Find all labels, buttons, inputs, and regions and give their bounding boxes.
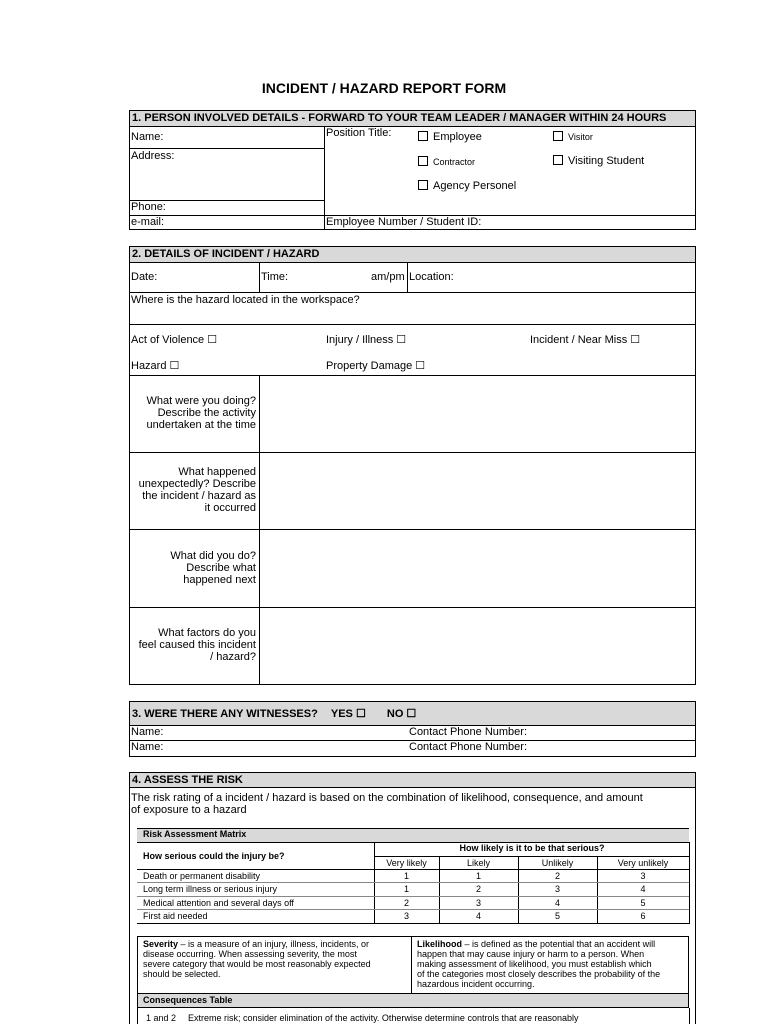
matrix-row-label: Death or permanent disability bbox=[143, 871, 261, 881]
severity-definition: Severity – is a measure of an injury, illness, incidents, or disease occurring. When assessing severity, the most severe category that would be most reasonably expected should be selected. bbox=[143, 939, 371, 979]
act-of-violence-checkbox[interactable]: Act of Violence ☐ bbox=[131, 334, 218, 346]
visitor-checkbox[interactable]: Visitor bbox=[553, 131, 593, 143]
matrix-cell: 5 bbox=[640, 898, 646, 908]
witness-name-2[interactable]: Name: bbox=[131, 741, 164, 753]
witness-contact-2[interactable]: Contact Phone Number: bbox=[409, 741, 528, 753]
email-field-label[interactable]: e-mail: bbox=[131, 216, 165, 228]
answer-what-doing[interactable] bbox=[260, 376, 695, 451]
section2-header: 2. DETAILS OF INCIDENT / HAZARD bbox=[129, 246, 696, 263]
section1-header: 1. PERSON INVOLVED DETAILS - FORWARD TO YOUR TEAM LEADER / MANAGER WITHIN 24 HOURS bbox=[129, 110, 696, 127]
section4-header: 4. ASSESS THE RISK bbox=[129, 772, 696, 788]
question-what-doing: What were you doing? Describe the activity undertaken at the time bbox=[146, 395, 256, 431]
risk-intro: The risk rating of a incident / hazard is based on the combination of likelihood, consequence, and amount of exposure to a hazard bbox=[131, 792, 643, 816]
consequences-title: Consequences Table bbox=[143, 995, 233, 1005]
witness-name-1[interactable]: Name: bbox=[131, 726, 164, 738]
incident-near-miss-checkbox[interactable]: Incident / Near Miss ☐ bbox=[530, 334, 641, 346]
form-title: INCIDENT / HAZARD REPORT FORM bbox=[261, 80, 507, 96]
injury-illness-checkbox[interactable]: Injury / Illness ☐ bbox=[326, 334, 407, 346]
hazard-location-label[interactable]: Where is the hazard located in the workspace? bbox=[131, 294, 360, 306]
name-field-label[interactable]: Name: bbox=[131, 131, 164, 143]
question-what-happened: What happened unexpectedly? Describe the incident / hazard as it occurred bbox=[138, 466, 256, 514]
section3-header: 3. WERE THERE ANY WITNESSES? YES ☐ NO ☐ bbox=[129, 701, 696, 726]
witness-no-checkbox[interactable]: NO ☐ bbox=[386, 708, 417, 720]
contractor-checkbox[interactable]: Contractor bbox=[418, 156, 475, 168]
employee-checkbox[interactable]: Employee bbox=[418, 131, 482, 143]
matrix-row-label: First aid needed bbox=[143, 911, 208, 921]
col-likely: Likely bbox=[466, 858, 490, 868]
matrix-cell: 4 bbox=[475, 911, 481, 921]
witness-contact-1[interactable]: Contact Phone Number: bbox=[409, 726, 528, 738]
answer-what-happened[interactable] bbox=[260, 453, 695, 528]
agency-checkbox[interactable]: Agency Personel bbox=[418, 180, 516, 192]
phone-field-label[interactable]: Phone: bbox=[131, 201, 166, 213]
matrix-cell: 3 bbox=[475, 898, 481, 908]
consequence-key: 1 and 2 bbox=[146, 1013, 177, 1023]
question-factors: What factors do you feel caused this incident / hazard? bbox=[138, 627, 256, 663]
hazard-checkbox[interactable]: Hazard ☐ bbox=[131, 360, 180, 372]
matrix-cell: 5 bbox=[554, 911, 560, 921]
time-field-label[interactable]: Time: bbox=[261, 271, 289, 283]
witness-yes-checkbox[interactable]: YES ☐ bbox=[330, 708, 366, 720]
matrix-cell: 3 bbox=[640, 871, 646, 881]
matrix-cell: 2 bbox=[554, 871, 560, 881]
employee-number-label[interactable]: Employee Number / Student ID: bbox=[326, 216, 482, 228]
visiting-student-checkbox[interactable]: Visiting Student bbox=[553, 155, 644, 167]
date-field-label[interactable]: Date: bbox=[131, 271, 158, 283]
matrix-row-label: Long term illness or serious injury bbox=[143, 884, 278, 894]
checkbox-icon bbox=[553, 155, 563, 165]
checkbox-icon bbox=[553, 131, 563, 141]
matrix-cell: 2 bbox=[403, 898, 409, 908]
ampm-label: am/pm bbox=[371, 271, 405, 283]
answer-what-did-you-do[interactable] bbox=[260, 530, 695, 606]
checkbox-icon bbox=[418, 131, 428, 141]
col-very-likely: Very likely bbox=[386, 858, 427, 868]
matrix-row-label: Medical attention and several days off bbox=[143, 898, 294, 908]
how-serious-label: How serious could the injury be? bbox=[143, 851, 285, 861]
question-what-did-you-do: What did you do? Describe what happened next bbox=[170, 550, 256, 586]
position-title-label: Position Title: bbox=[326, 127, 392, 139]
matrix-cell: 2 bbox=[475, 884, 481, 894]
risk-matrix-title: Risk Assessment Matrix bbox=[143, 829, 247, 839]
matrix-cell: 1 bbox=[475, 871, 481, 881]
how-likely-label: How likely is it to be that serious? bbox=[459, 843, 605, 853]
consequence-text: Extreme risk; consider elimination of the activity. Otherwise determine controls that are reasonably bbox=[188, 1013, 579, 1023]
checkbox-icon bbox=[418, 156, 428, 166]
address-field-label[interactable]: Address: bbox=[131, 150, 175, 162]
matrix-cell: 1 bbox=[403, 871, 409, 881]
location-field-label[interactable]: Location: bbox=[409, 271, 454, 283]
matrix-cell: 4 bbox=[554, 898, 560, 908]
col-very-unlikely: Very unlikely bbox=[617, 858, 669, 868]
checkbox-icon bbox=[418, 180, 428, 190]
matrix-cell: 1 bbox=[403, 884, 409, 894]
likelihood-definition: Likelihood – is defined as the potential that an accident will happen that may cause injury or harm to a person. When making assessment of likelihood, you must establish which of the categories most closely describes the probability of the hazardous incident occurring. bbox=[417, 939, 661, 989]
matrix-cell: 4 bbox=[640, 884, 646, 894]
matrix-cell: 6 bbox=[640, 911, 646, 921]
matrix-cell: 3 bbox=[403, 911, 409, 921]
matrix-cell: 3 bbox=[554, 884, 560, 894]
col-unlikely: Unlikely bbox=[541, 858, 574, 868]
property-damage-checkbox[interactable]: Property Damage ☐ bbox=[326, 360, 426, 372]
answer-factors[interactable] bbox=[260, 608, 695, 684]
